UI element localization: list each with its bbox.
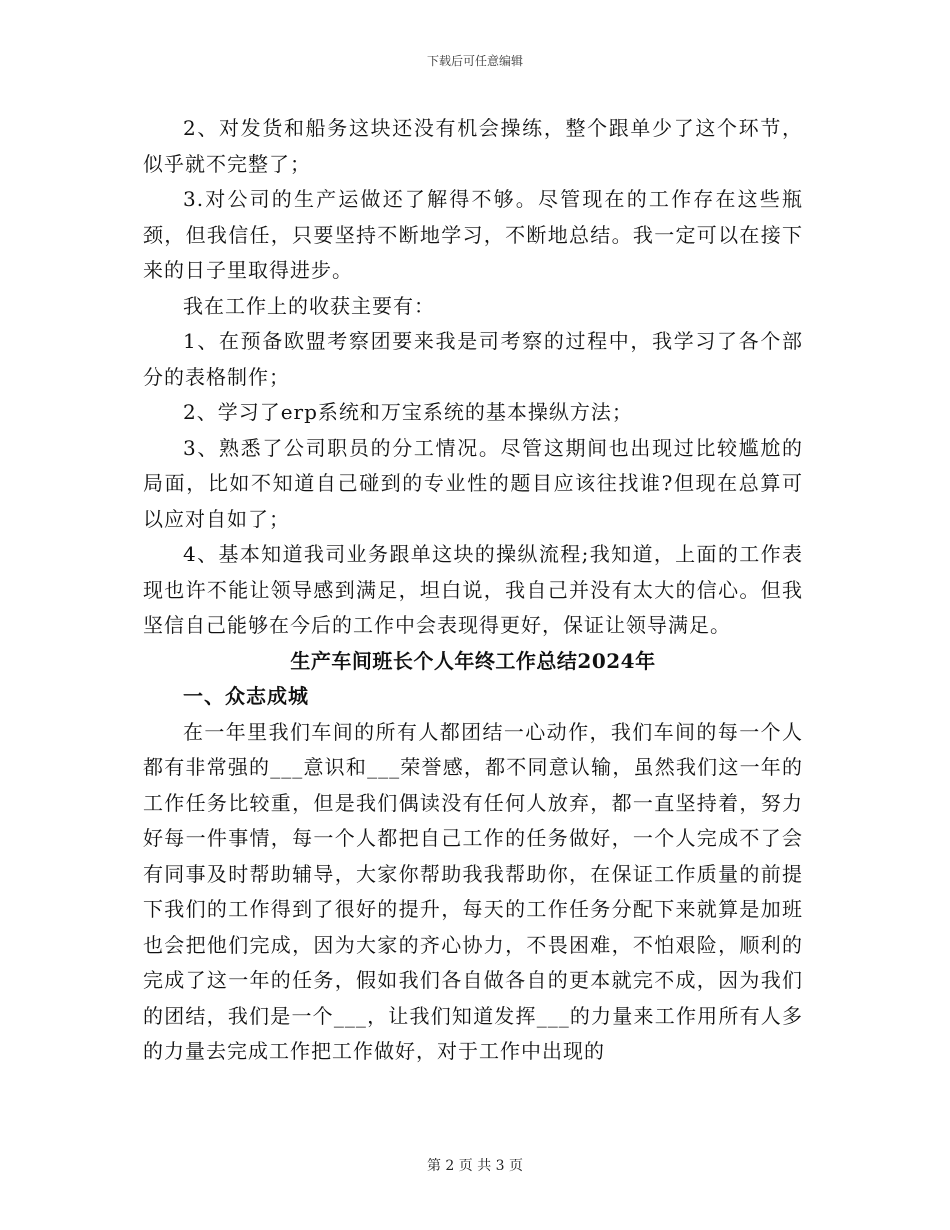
section-heading: 一、众志成城 bbox=[183, 684, 309, 708]
document-title: 生产车间班长个人年终工作总结2024年 bbox=[290, 648, 656, 673]
page-header: 下载后可任意编辑 bbox=[426, 54, 523, 68]
document-body bbox=[143, 111, 803, 1070]
page-number: 第 2 页 共 3 页 bbox=[426, 1158, 524, 1174]
paragraph-gain-process: 4、基本知道我司业务跟单这块的操纵流程;我知道，上面的工作表现也许不能让领导感到满足，坦白说，我自己并没有太大的信心。但我坚信自己能够在今后的工作中会表现得更好，保证让领导满足。 bbox=[143, 542, 803, 637]
paragraph-shipping-gap: 2、对发货和船务这块还没有机会操练，整个跟单少了这个环节，似乎就不完整了； bbox=[143, 116, 803, 176]
paragraph-gain-forms: 1、在预备欧盟考察团要来我是司考察的过程中，我学习了各个部分的表格制作； bbox=[143, 329, 803, 389]
paragraph-gain-staff: 3、熟悉了公司职员的分工情况。尽管这期间也出现过比较尴尬的局面，比如不知道自己碰到的专业性的题目应该往找谁?但现在总算可以应对自如了； bbox=[143, 435, 803, 531]
paragraph-teamwork: 在一年里我们车间的所有人都团结一心动作，我们车间的每一个人都有非常强的___意识和___荣誉感，都不同意认输，虽然我们这一年的工作任务比较重，但是我们偶读没有任何人放弃，都一直坚持着，努力好每一件事情，每一个人都把自己工作的任务做好，一个人完成不了会有同事及时帮助辅导，大家你帮助我我帮助你，在保证工作质量的前提下我们的工作得到了很好的提升，每天的工作任务分配下来就算是加班也会把他们完成，因为大家的齐心协力，不畏困难，不怕艰险，顺利的完成了这一年的任务，假如我们各自做各自的更本就完不成，因为我们的团结，我们是一个___，让我们知道发挥___的力量来工作用所有人多的力量去完成工作把工作做好，对于工作中出现的 bbox=[143, 719, 803, 1063]
paragraph-gains-intro: 我在工作上的收获主要有： bbox=[183, 293, 435, 318]
paragraph-production-understanding: 3.对公司的生产运做还了解得不够。尽管现在的工作存在这些瓶颈，但我信任，只要坚持不断地学习，不断地总结。我一定可以在接下来的日子里取得进步。 bbox=[143, 187, 803, 282]
paragraph-gain-erp: 2、学习了erp系统和万宝系统的基本操纵方法； bbox=[183, 400, 633, 424]
